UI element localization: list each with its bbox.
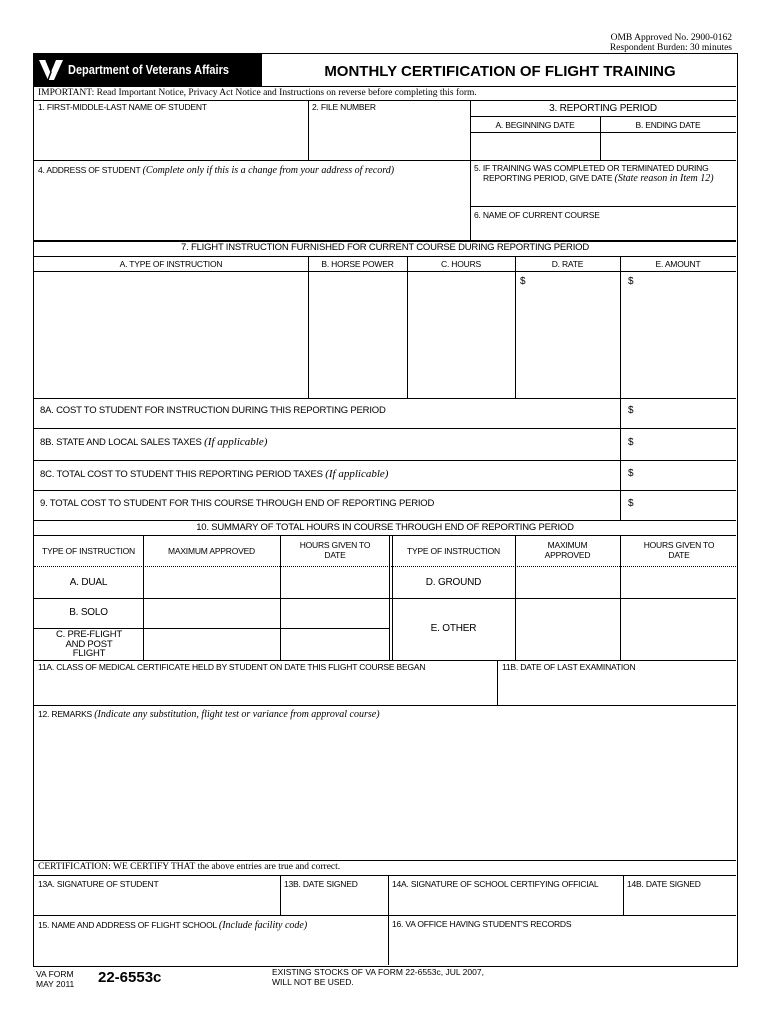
file-number-label: 2. FILE NUMBER xyxy=(312,102,376,112)
rate-dollar-sign: $ xyxy=(520,276,526,287)
preflight-max-field[interactable] xyxy=(144,629,279,659)
row-dual: A. DUAL xyxy=(69,577,108,588)
cost-instruction-label: 8A. COST TO STUDENT FOR INSTRUCTION DURING THIS REPORTING PERIOD xyxy=(40,405,386,416)
other-hours-field[interactable] xyxy=(621,599,735,659)
amount-field[interactable] xyxy=(621,290,735,397)
form-edition xyxy=(36,969,74,989)
respondent-burden: Respondent Burden: 30 minutes xyxy=(609,43,732,53)
student-date-field[interactable] xyxy=(281,894,387,914)
sales-taxes-field[interactable] xyxy=(636,429,735,459)
beginning-date-field[interactable] xyxy=(471,133,599,159)
address-field[interactable] xyxy=(34,190,469,239)
summary-col-type-left: TYPE OF INSTRUCTION xyxy=(41,546,135,556)
last-exam-label: 11B. DATE OF LAST EXAMINATION xyxy=(502,662,636,672)
reporting-period-label: 3. REPORTING PERIOD xyxy=(549,103,657,114)
beginning-date-label: A. BEGINNING DATE xyxy=(495,120,575,130)
row-pre-post-flight: C. PRE-FLIGHT AND POST FLIGHT xyxy=(55,629,122,659)
file-number-field[interactable] xyxy=(309,114,469,159)
supersedes-line-2: WILL NOT BE USED. xyxy=(272,977,354,987)
rate-field[interactable] xyxy=(516,290,619,397)
ending-date-label: B. ENDING DATE xyxy=(635,120,701,130)
remarks-field[interactable] xyxy=(34,722,736,859)
col-hours: C. HOURS xyxy=(441,259,481,269)
omb-number: OMB Approved No. 2900-0162 xyxy=(610,33,732,43)
agency-name: Department of Veterans Affairs xyxy=(68,63,229,77)
hours-summary-header: 10. SUMMARY OF TOTAL HOURS IN COURSE THROUGH END OF REPORTING PERIOD xyxy=(196,522,574,533)
official-signature-field[interactable] xyxy=(389,894,622,914)
ground-max-field[interactable] xyxy=(516,567,619,597)
last-exam-field[interactable] xyxy=(498,684,735,704)
col-type-of-instruction: A. TYPE OF INSTRUCTION xyxy=(119,259,223,269)
student-date-label: 13B. DATE SIGNED xyxy=(284,879,358,889)
completion-date-label: 5. IF TRAINING WAS COMPLETED OR TERMINATED DURING REPORTING PERIOD, GIVE DATE (State reason in Item 12) xyxy=(474,163,714,184)
total-cost-course-label: 9. TOTAL COST TO STUDENT FOR THIS COURSE THROUGH END OF REPORTING PERIOD xyxy=(40,498,435,509)
summary-col-hours-left: HOURS GIVEN TO DATE xyxy=(299,540,371,560)
horse-power-field[interactable] xyxy=(309,272,406,397)
medical-certificate-field[interactable] xyxy=(34,684,496,704)
ground-hours-field[interactable] xyxy=(621,567,735,597)
solo-hours-field[interactable] xyxy=(281,599,388,627)
certification-statement: CERTIFICATION: WE CERTIFY THAT the above entries are true and correct. xyxy=(38,862,341,872)
col-rate: D. RATE xyxy=(551,259,584,269)
summary-col-max-right: MAXIMUM APPROVED xyxy=(544,540,591,560)
summary-col-hours-right: HOURS GIVEN TO DATE xyxy=(643,540,715,560)
row-solo: B. SOLO xyxy=(69,607,108,618)
cost-instruction-dollar: $ xyxy=(628,405,634,416)
row-other: E. OTHER xyxy=(430,623,477,634)
instruction-type-field[interactable] xyxy=(34,272,307,397)
supersedes-line-1: EXISTING STOCKS OF VA FORM 22-6553c, JUL 2007, xyxy=(272,967,484,977)
cost-instruction-field[interactable] xyxy=(636,399,735,427)
dual-hours-field[interactable] xyxy=(281,567,388,597)
student-name-label: 1. FIRST-MIDDLE-LAST NAME OF STUDENT xyxy=(38,102,207,112)
total-cost-course-dollar: $ xyxy=(628,498,634,509)
agency-banner xyxy=(34,54,262,86)
flight-school-field[interactable] xyxy=(34,936,387,964)
completion-date-field[interactable] xyxy=(471,190,735,205)
student-signature-field[interactable] xyxy=(34,894,279,914)
solo-max-field[interactable] xyxy=(144,599,279,627)
va-office-field[interactable] xyxy=(389,936,735,964)
flight-school-label: 15. NAME AND ADDRESS OF FLIGHT SCHOOL (Include facility code) xyxy=(38,920,308,931)
sales-taxes-dollar: $ xyxy=(628,437,634,448)
amount-dollar-sign: $ xyxy=(628,276,634,287)
form-title: MONTHLY CERTIFICATION OF FLIGHT TRAINING xyxy=(324,63,676,80)
official-signature-label: 14A. SIGNATURE OF SCHOOL CERTIFYING OFFICIAL xyxy=(392,879,599,889)
va-office-label: 16. VA OFFICE HAVING STUDENT'S RECORDS xyxy=(392,919,572,929)
summary-col-max-left: MAXIMUM APPROVED xyxy=(167,546,255,556)
medical-certificate-label: 11A. CLASS OF MEDICAL CERTIFICATE HELD BY STUDENT ON DATE THIS FLIGHT COURSE BEGAN xyxy=(38,662,426,672)
summary-col-type-right: TYPE OF INSTRUCTION xyxy=(406,546,500,556)
total-cost-period-dollar: $ xyxy=(628,468,634,479)
sales-taxes-label: 8B. STATE AND LOCAL SALES TAXES (If applicable) xyxy=(40,436,268,448)
address-label: 4. ADDRESS OF STUDENT (Complete only if this is a change from your address of record) xyxy=(38,165,395,176)
student-signature-label: 13A. SIGNATURE OF STUDENT xyxy=(38,879,159,889)
remarks-label: 12. REMARKS (Indicate any substitution, flight test or variance from approval course) xyxy=(38,709,380,720)
student-name-field[interactable] xyxy=(34,114,307,159)
form-date: MAY 2011 xyxy=(36,979,75,989)
preflight-hours-field[interactable] xyxy=(281,629,388,659)
total-cost-period-label: 8C. TOTAL COST TO STUDENT THIS REPORTING PERIOD TAXES (If applicable) xyxy=(40,468,389,480)
total-cost-period-field[interactable] xyxy=(636,461,735,489)
current-course-label: 6. NAME OF CURRENT COURSE xyxy=(474,210,600,220)
supersedes-note xyxy=(272,967,484,987)
col-horse-power: B. HORSE POWER xyxy=(321,259,394,269)
official-date-label: 14B. DATE SIGNED xyxy=(627,879,701,889)
dual-max-field[interactable] xyxy=(144,567,279,597)
row-ground: D. GROUND xyxy=(425,577,482,588)
flight-instruction-header: 7. FLIGHT INSTRUCTION FURNISHED FOR CURRENT COURSE DURING REPORTING PERIOD xyxy=(181,242,589,253)
omb-info xyxy=(610,33,732,53)
va-logo-icon xyxy=(38,58,64,82)
ending-date-field[interactable] xyxy=(601,133,735,159)
official-date-field[interactable] xyxy=(624,894,735,914)
current-course-field[interactable] xyxy=(471,222,735,239)
form-number: 22-6553c xyxy=(98,969,162,986)
col-amount: E. AMOUNT xyxy=(655,259,701,269)
hours-field[interactable] xyxy=(408,272,514,397)
va-form-label: VA FORM xyxy=(36,969,74,979)
other-max-field[interactable] xyxy=(516,599,619,659)
total-cost-course-field[interactable] xyxy=(636,491,735,519)
important-notice: IMPORTANT: Read Important Notice, Privacy Act Notice and Instructions on reverse before completing this form. xyxy=(38,88,477,98)
